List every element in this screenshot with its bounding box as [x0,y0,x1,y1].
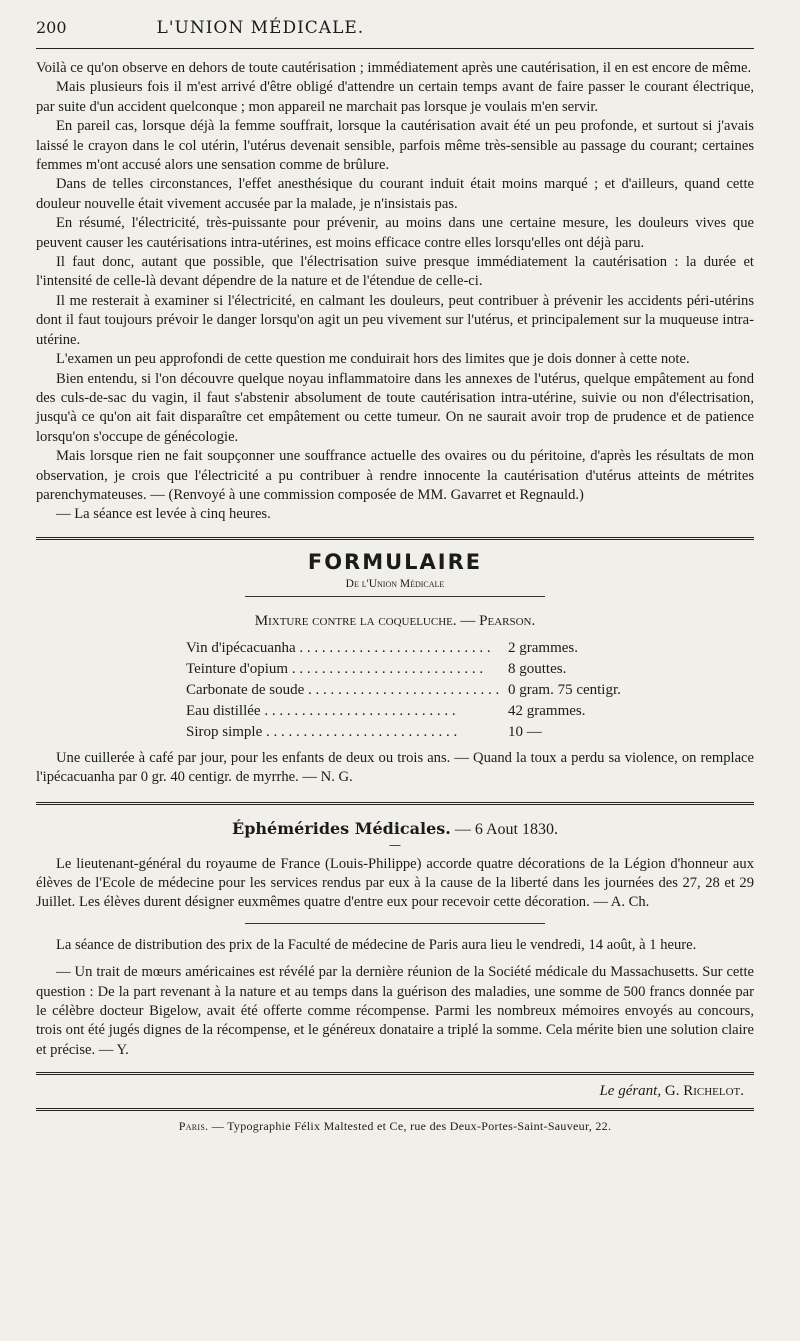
recipe-row [186,680,666,701]
section-divider [36,802,754,805]
gerant-name: G. Richelot. [664,1083,744,1100]
paragraph: Mais plusieurs fois il m'est arrivé d'être obligé d'attendre un certain temps avant de faire passer le courant électrique, par suite d'un accident quelconque ; mon appareil ne marchait pas lorsque je voulais m'en servir. [36,79,754,115]
ephemerides-text: Le lieutenant-général du royaume de France (Louis-Philippe) accorde quatre décorations de la Légion d'honneur aux élèves de l'Ecole de médecine pour les services rendus par eux à la cause de la liberté dans les journées des 27, 28 et 29 Juillet. Les élèves durent désigner euxmêmes quatre d'entre eux pour recevoir cette décoration. — A. Ch. [36,855,754,911]
short-rule [245,923,545,924]
article-body [36,59,754,525]
paragraph: Il me resterait à examiner si l'électricité, en calmant les douleurs, peut contribuer à prévenir les accidents péri-utérins dont il faut toujours prévoir le danger lorsqu'on agit un peu vivement sur l'utérus, et principalement sur la muqueuse intra-utérine. [36,292,754,348]
paragraph: La séance de distribution des prix de la Faculté de médecine de Paris aura lieu le vendredi, 14 août, à 1 heure. [56,936,697,953]
ingredient-name: Eau distillée . . . [186,701,508,722]
paragraph: En pareil cas, lorsque déjà la femme souffrait, lorsque la cautérisation avait été un peu profonde, et surtout si j'avais laissé le crayon dans le col utérin, l'utérus devenait sensible, parfois même très-sensible au passage du courant; certaines femmes m'ont accusé alors une sensation comme de brûlure. [36,118,754,174]
ephemerides-date: — 6 Aout 1830. [454,820,558,838]
ephemerides-dash: — [389,837,401,852]
recipe-row [186,638,666,659]
header-rule [36,48,754,49]
page-header [36,18,754,48]
paragraph: En résumé, l'électricité, très-puissante pour prévenir, au moins dans une certaine mesure, les douleurs vives que peuvent causer les cautérisations intra-utérines, est moins efficace contre elles lorsqu'elles ont déjà paru. [36,215,754,251]
gerant-label: Le gérant, [599,1083,662,1100]
paragraph: Bien entendu, si l'on découvre quelque noyau inflammatoire dans les annexes de l'utérus, quelque empâtement au fond des culs-de-sac du vagin, il faut s'abstenir absolument de toute cautérisation intra-utérine, suivie ou non d'électrisation, jusqu'à ce qu'on ait fait disparaître cet empâtement ou cette tumeur. On ne saurait avoir trop de prudence et de patience lorsqu'on s'occupe de génécologie. [36,370,754,445]
ingredient-qty: 10 — [508,723,542,740]
ingredient-qty: 0 gram. 75 centigr. [508,681,621,698]
paragraph: L'examen un peu approfondi de cette question me conduirait hors des limites que je dois donner à cette note. [56,351,690,368]
journal-page [36,18,754,1134]
short-rule [245,596,545,597]
formulaire-title: FORMULAIRE [307,549,483,574]
paragraph: Mais lorsque rien ne fait soupçonner une souffrance actuelle des ovaires ou du péritoine, d'après les résultats de mon observation, je crois que l'électricité a pu contribuer à rendre innocente la cautérisation d'utérus atteints de métrites parenchymateuses. — (Renvoyé à une commission composée de MM. Gavarret et Regnauld.) [36,448,754,503]
ingredient-name: Sirop simple . . . [186,722,508,743]
session-closing: — La séance est levée à cinq heures. [56,506,271,523]
recipe-row [186,722,666,743]
ingredient-qty: 2 grammes. [508,639,578,656]
ephemerides-title: Éphémérides Médicales. [232,818,451,838]
paragraph: — Un trait de mœurs américaines est révélé par la dernière réunion de la Société médicale du Massachusetts. Sur cette question : De la part revenant à la nature et au temps dans la guérison des maladies, une somme de 500 francs donnée par le célèbre docteur Bigelow, avait été offerte comme récompense. Parmi les nombreux mémoires envoyés au concours, trois ont été jugés dignes de la récompense, et le généreux donataire a triplé la somme. Cela mérite bien une solution claire et précise. — Y. [36,964,754,1058]
ingredient-name: Teinture d'opium . . . [186,659,508,680]
footer-rule [36,1108,754,1111]
ephemerides-heading [36,819,754,839]
ingredient-name: Carbonate de soude . . . [186,680,508,701]
ingredient-qty: 8 gouttes. [508,660,567,677]
recipe-list [186,638,666,743]
footer-text: — Typographie Félix Maltested et Ce, rue des Deux-Portes-Saint-Sauveur, 22. [211,1119,612,1134]
formulaire-subtitle: De l'Union Médicale [345,577,445,590]
page-number: 200 [36,18,67,37]
recipe-row [186,659,666,680]
section-divider [36,1072,754,1075]
paragraph: Dans de telles circonstances, l'effet anesthésique du courant induit était moins marqué ; et d'ailleurs, quand cette douleur nouvelle était vivement accusée par la malade, je n'insistais pas. [36,176,754,212]
paragraph: Il faut donc, autant que possible, que l'électrisation suive presque immédiatement la cautérisation : la durée et l'intensité de celle-là devant dépendre de la nature et de l'étendue de celle-ci. [36,254,754,290]
footer-city: Paris. [178,1119,209,1134]
recipe-row [186,701,666,722]
paragraph: Voilà ce qu'on observe en dehors de toute cautérisation ; immédiatement après une cautérisation, il en est encore de même. [36,60,752,76]
mixture-title: Mixture contre la coqueluche. — Pearson. [254,612,536,629]
gerant-signature [36,1083,744,1100]
recipe-instructions: Une cuillerée à café par jour, pour les enfants de deux ou trois ans. — Quand la toux a perdu sa violence, on remplace l'ipécacuanha par 0 gr. 40 centigr. de myrrhe. — N. G. [36,749,754,786]
journal-title: L'UNION MÉDICALE. [156,18,365,38]
section-divider [36,537,754,540]
ingredient-name: Vin d'ipécacuanha . . . [186,638,508,659]
ingredient-qty: 42 grammes. [508,702,586,719]
printer-footer [36,1119,754,1134]
